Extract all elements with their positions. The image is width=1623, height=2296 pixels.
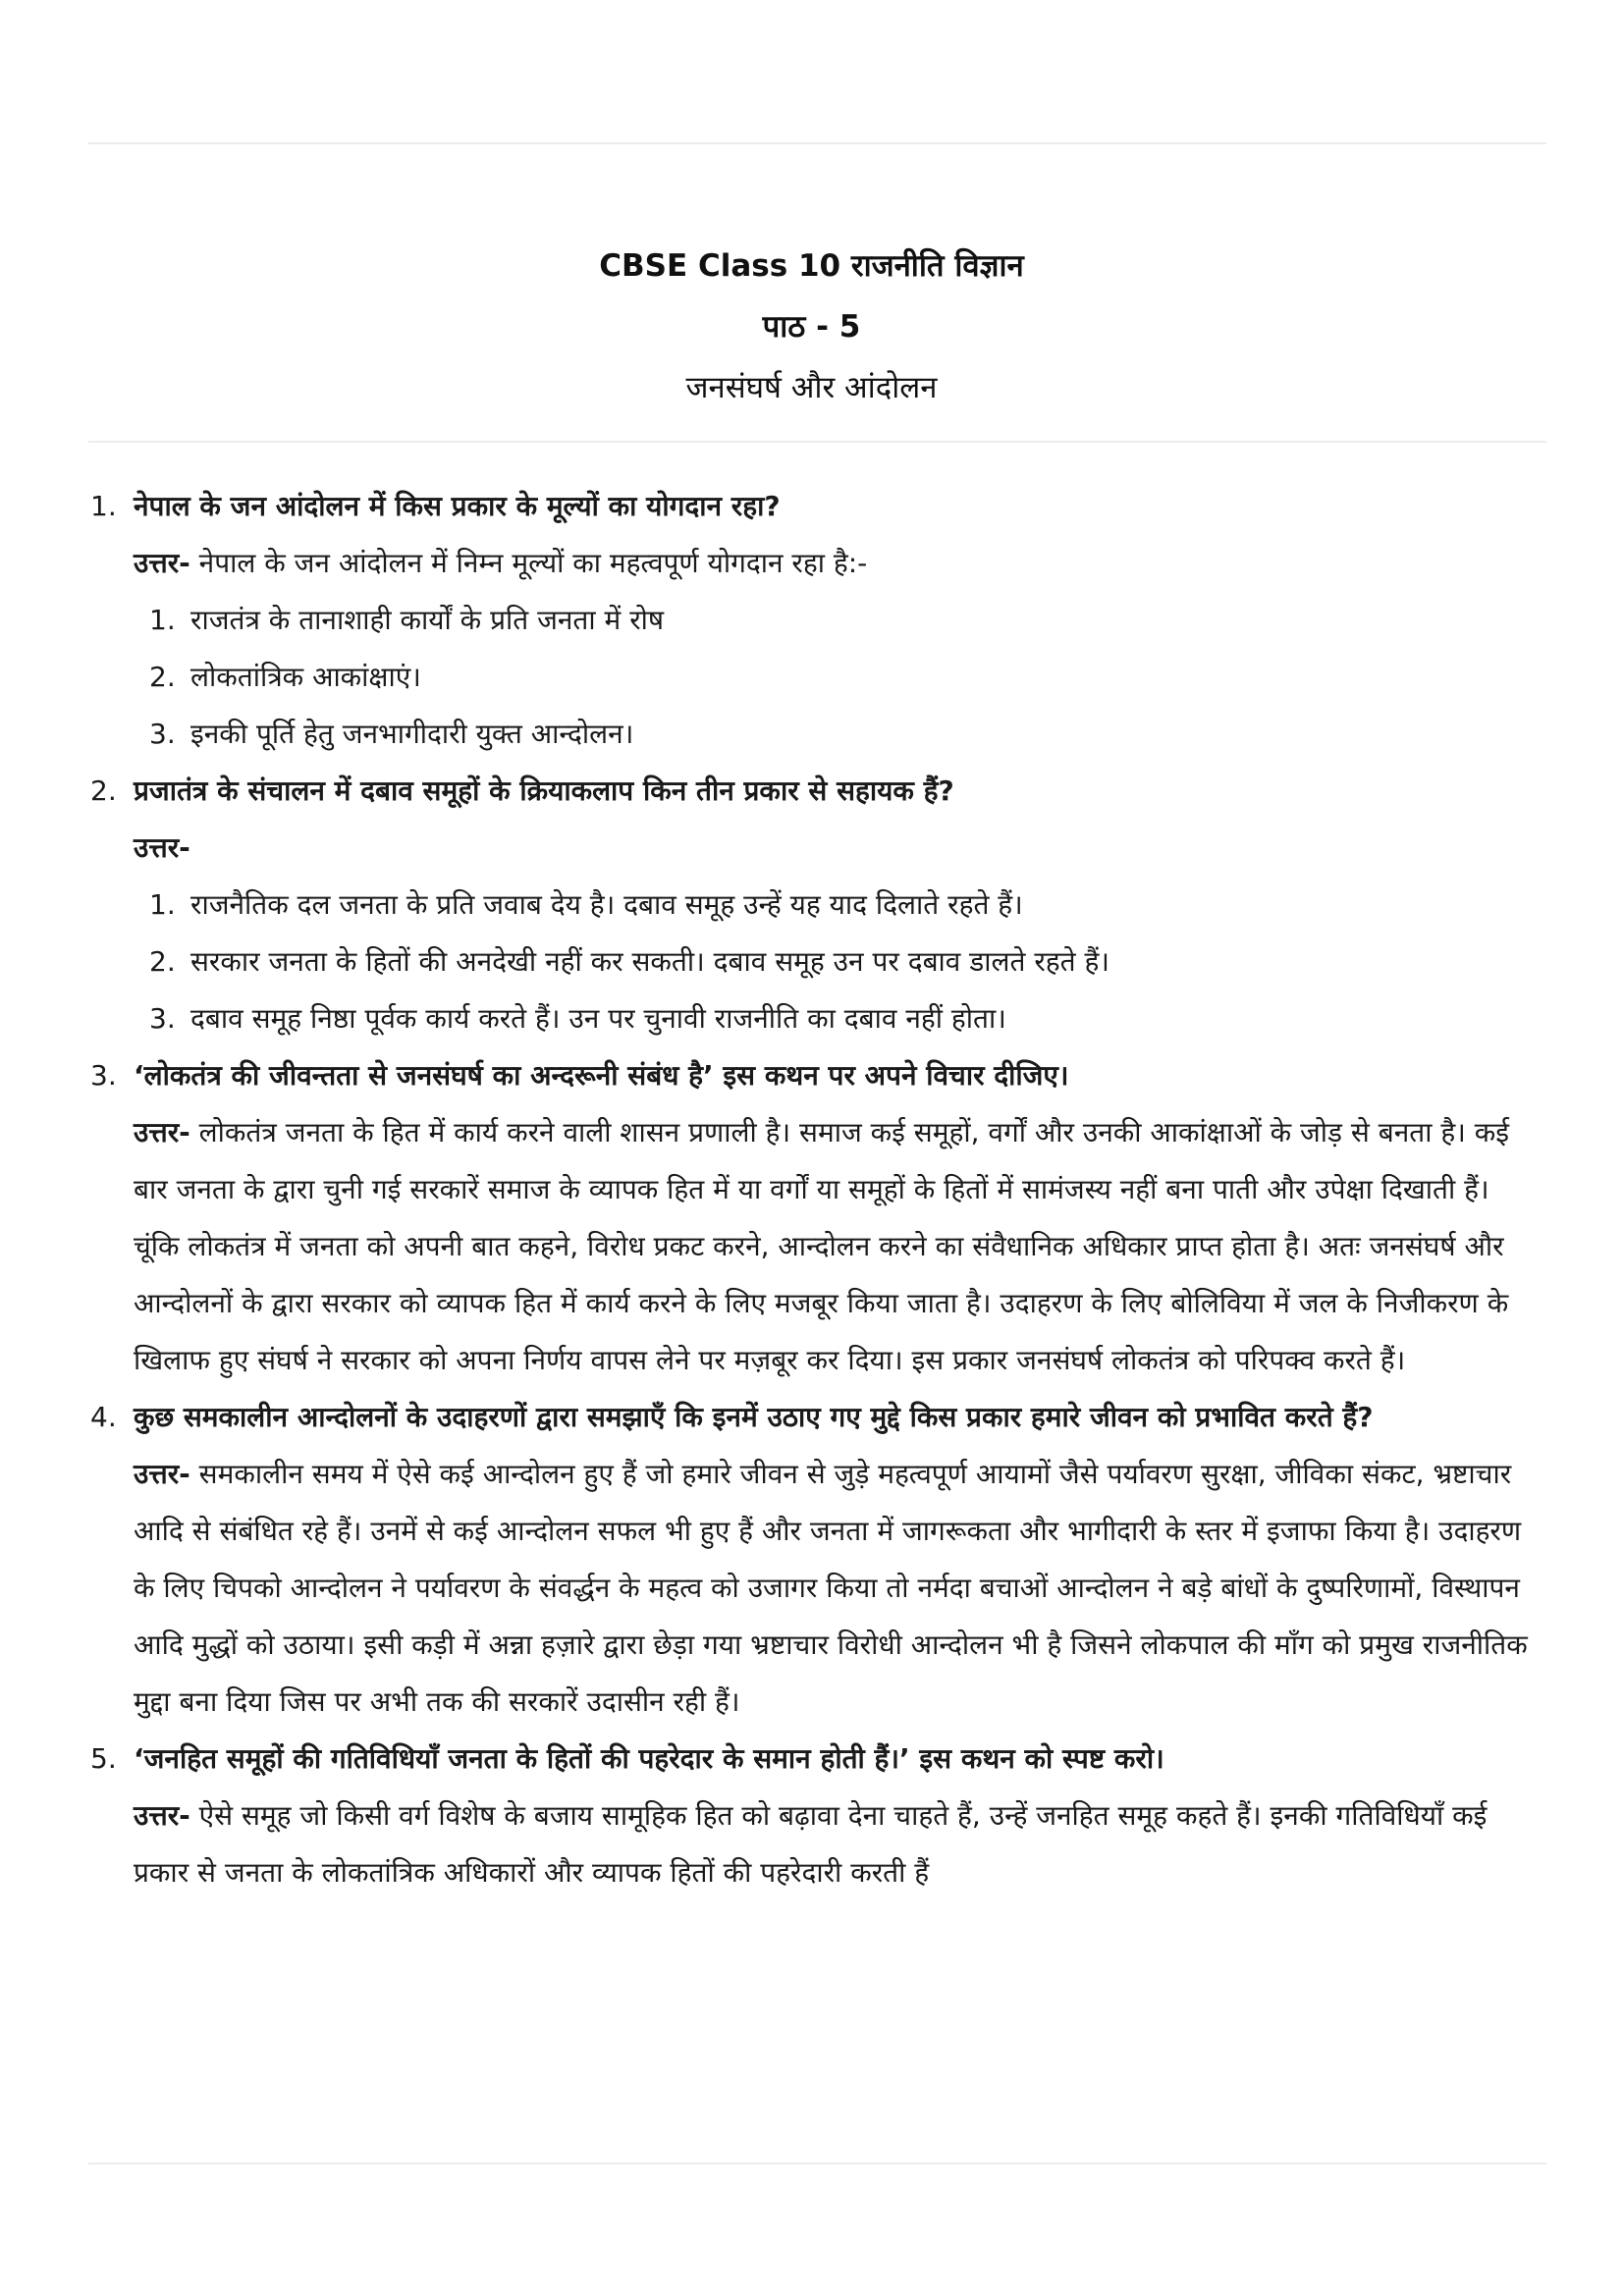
question-text: प्रजातंत्र के संचालन में दबाव समूहों के क्रियाकलाप किन तीन प्रकार से सहायक हैं?	[134, 774, 954, 807]
answer-body: लोकतंत्र जनता के हित में कार्य करने वाली शासन प्रणाली है। समाज कई समूहों, वर्गों और उनकी आकांक्षाओं के जोड़ से बनता है। कई बार जनता के द्वारा चुनी गई सरकारें समाज के व्यापक हित में या वर्गों या समूहों के हितों में सामंजस्य नहीं बना पाती और उपेक्षा दिखाती हैं। चूंकि लोकतंत्र में जनता को अपनी बात कहने, विरोध प्रकट करने, आन्दोलन करने का संवैधानिक अधिकार प्राप्त होता है। अतः जनसंघर्ष और आन्दोलनों के द्वारा सरकार को व्यापक हित में कार्य करने के लिए मजबूर किया जाता है। उदाहरण के लिए बोलिविया में जल के निजीकरण के खिलाफ हुए संघर्ष ने सरकार को अपना निर्णय वापस लेने पर मज़बूर कर दिया। इस प्रकार जनसंघर्ष लोकतंत्र को परिपक्व करते हैं।	[134, 1116, 1510, 1376]
question-item	[90, 1389, 1543, 1731]
point-text: राजतंत्र के तानाशाही कार्यों के प्रति जनता में रोष	[190, 604, 665, 636]
question-number: 1.	[90, 490, 117, 522]
lesson-number: पाठ - 5	[762, 309, 861, 345]
point-number: 1.	[149, 888, 176, 921]
answer-body: ऐसे समूह जो किसी वर्ग विशेष के बजाय सामूहिक हित को बढ़ावा देना चाहते हैं, उन्हें जनहित समूह कहते हैं। इनकी गतिविधियाँ कई प्रकार से जनता के लोकतांत्रिक अधिकारों और व्यापक हितों की पहरेदारी करती हैं	[134, 1799, 1488, 1889]
point-text: राजनैतिक दल जनता के प्रति जवाब देय है। दबाव समूह उन्हें यह याद दिलाते रहते हैं।	[190, 888, 1023, 921]
answer-text	[134, 820, 1543, 877]
question-item	[90, 478, 1543, 763]
question-text: कुछ समकालीन आन्दोलनों के उदाहरणों द्वारा समझाएँ कि इनमें उठाए गए मुद्दे किस प्रकार हमारे जीवन को प्रभावित करते हैं?	[134, 1401, 1374, 1433]
answer-point	[130, 934, 1543, 990]
question-text: ‘जनहित समूहों की गतिविधियाँ जनता के हितों की पहरेदार के समान होती हैं।’ इस कथन को स्पष्ट करो।	[134, 1742, 1164, 1775]
bottom-divider	[88, 2163, 1546, 2164]
chapter-title: जनसंघर्ष और आंदोलन	[685, 370, 938, 405]
answer-point	[130, 592, 1543, 649]
answer-point	[130, 990, 1543, 1047]
answer-points	[130, 877, 1543, 1047]
top-divider	[88, 142, 1546, 144]
question-item	[90, 1047, 1543, 1389]
document-title: CBSE Class 10 राजनीति विज्ञान	[599, 248, 1024, 284]
answer-point	[130, 706, 1543, 763]
question-list	[90, 478, 1543, 1901]
answer-body: नेपाल के जन आंदोलन में निम्न मूल्यों का महत्वपूर्ण योगदान रहा है:-	[189, 547, 868, 579]
point-number: 2.	[149, 661, 176, 693]
answer-text	[134, 535, 1543, 592]
answer-label: उत्तर-	[134, 1458, 190, 1490]
header-divider	[88, 441, 1546, 443]
question-text: नेपाल के जन आंदोलन में किस प्रकार के मूल्यों का योगदान रहा?	[134, 490, 781, 522]
answer-label: उत्तर-	[134, 831, 190, 864]
question-item	[90, 763, 1543, 1047]
point-text: इनकी पूर्ति हेतु जनभागीदारी युक्त आन्दोलन।	[190, 718, 634, 750]
question-item	[90, 1731, 1543, 1901]
answer-point	[130, 649, 1543, 706]
answer-text	[134, 1446, 1543, 1731]
answer-label: उत्तर-	[134, 547, 190, 579]
question-number: 4.	[90, 1401, 117, 1433]
point-text: सरकार जनता के हितों की अनदेखी नहीं कर सकती। दबाव समूह उन पर दबाव डालते रहते हैं।	[190, 945, 1110, 978]
question-text: ‘लोकतंत्र की जीवन्तता से जनसंघर्ष का अन्दरूनी संबंध है’ इस कथन पर अपने विचार दीजिए।	[134, 1059, 1069, 1092]
point-number: 3.	[149, 1002, 176, 1035]
answer-text	[134, 1104, 1543, 1389]
answer-points	[130, 592, 1543, 763]
question-number: 2.	[90, 774, 117, 807]
question-number: 3.	[90, 1059, 117, 1092]
answer-point	[130, 877, 1543, 934]
point-text: लोकतांत्रिक आकांक्षाएं।	[190, 661, 421, 693]
point-number: 1.	[149, 604, 176, 636]
document-header	[0, 236, 1623, 418]
answer-text	[134, 1788, 1543, 1901]
answer-label: उत्तर-	[134, 1799, 190, 1832]
point-number: 3.	[149, 718, 176, 750]
point-text: दबाव समूह निष्ठा पूर्वक कार्य करते हैं। उन पर चुनावी राजनीति का दबाव नहीं होता।	[190, 1002, 1006, 1035]
question-number: 5.	[90, 1742, 117, 1775]
answer-body: समकालीन समय में ऐसे कई आन्दोलन हुए हैं जो हमारे जीवन से जुड़े महत्वपूर्ण आयामों जैसे पर्यावरण सुरक्षा, जीविका संकट, भ्रष्टाचार आदि से संबंधित रहे हैं। उनमें से कई आन्दोलन सफल भी हुए हैं और जनता में जागरूकता और भागीदारी के स्तर में इजाफा किया है। उदाहरण के लिए चिपको आन्दोलन ने पर्यावरण के संवर्द्धन के महत्व को उजागर किया तो नर्मदा बचाओं आन्दोलन ने बड़े बांधों के दुष्परिणामों, विस्थापन आदि मुद्धों को उठाया। इसी कड़ी में अन्ना हज़ारे द्वारा छेड़ा गया भ्रष्टाचार विरोधी आन्दोलन भी है जिसने लोकपाल की माँग को प्रमुख राजनीतिक मुद्दा बना दिया जिस पर अभी तक की सरकारें उदासीन रही हैं।	[134, 1458, 1528, 1718]
answer-label: उत्तर-	[134, 1116, 190, 1148]
point-number: 2.	[149, 945, 176, 978]
